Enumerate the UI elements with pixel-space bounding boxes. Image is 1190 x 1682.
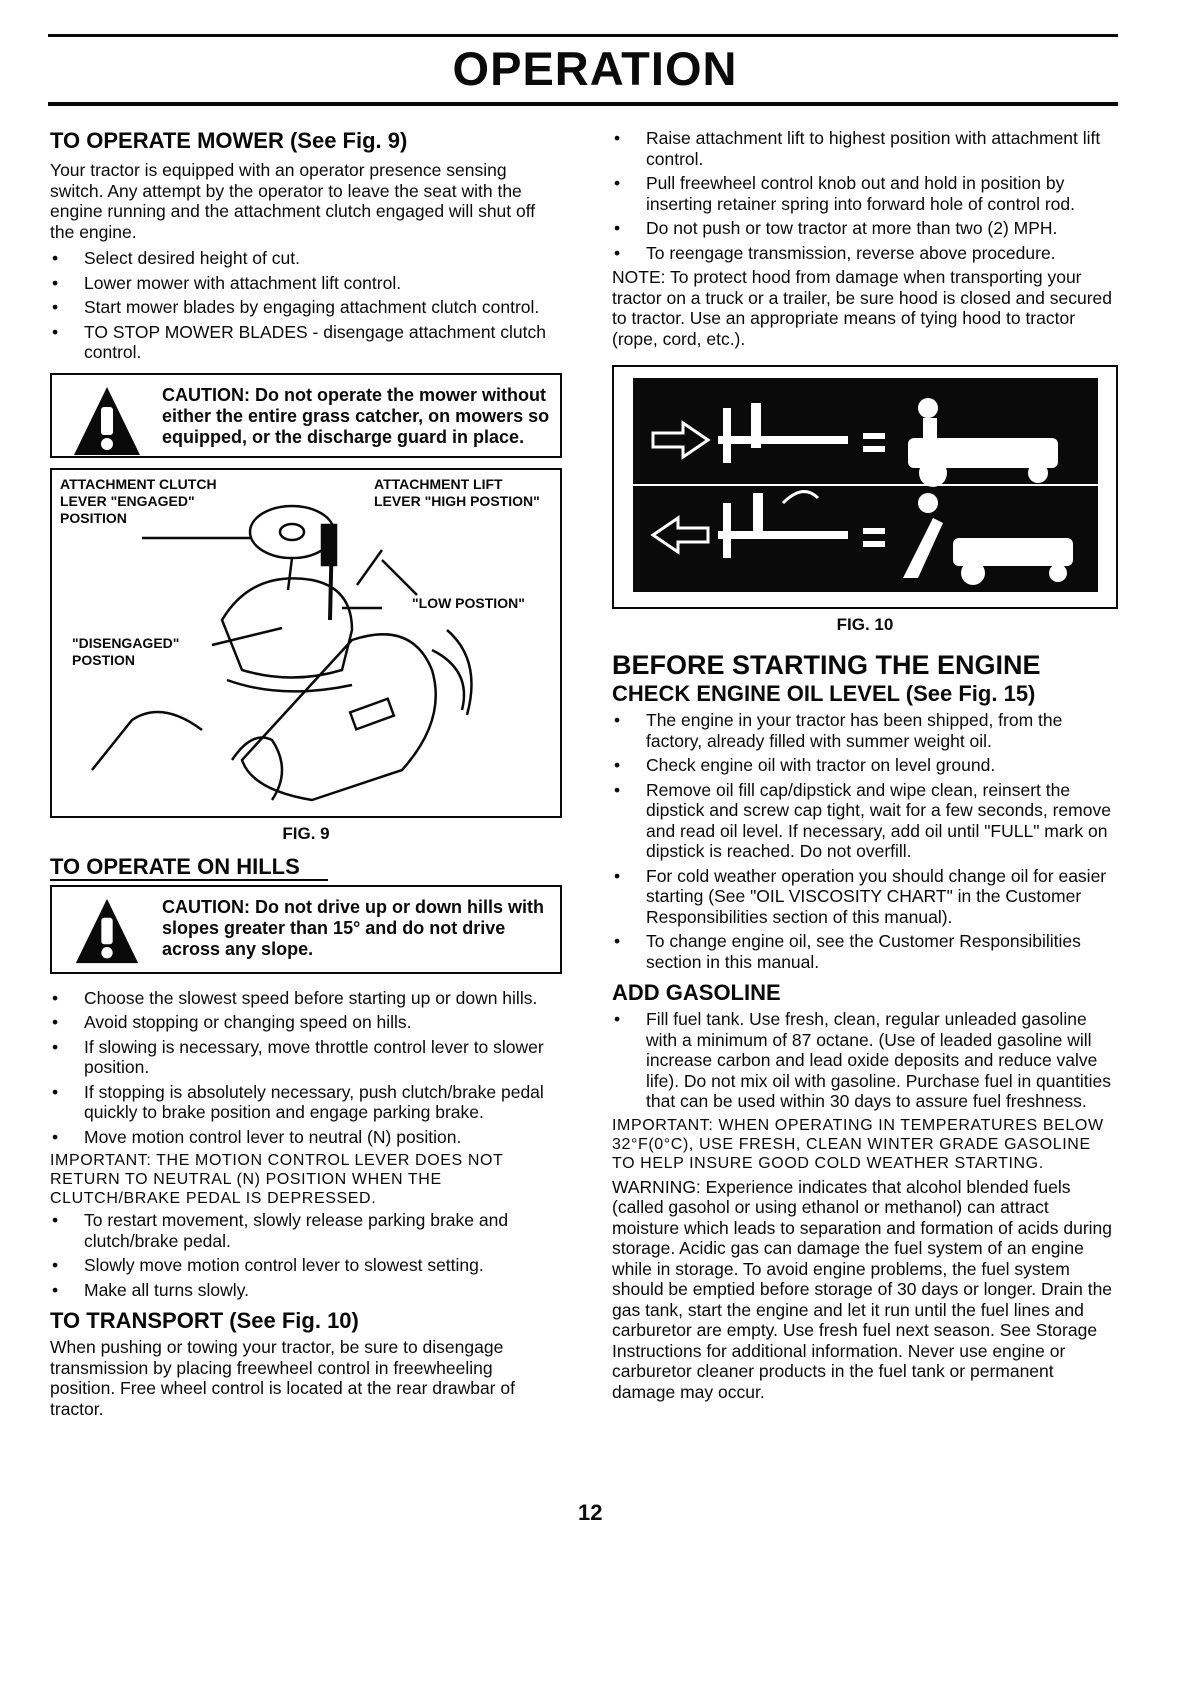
list-item: • Choose the slowest speed before starting up or down hills. <box>50 988 562 1009</box>
label-low-position: "LOW POSTION" <box>412 594 525 611</box>
list-item: • Raise attachment lift to highest position with attachment lift control. <box>612 128 1118 169</box>
list-item: • Remove oil fill cap/dipstick and wipe clean, reinsert the dipstick and screw cap tight, wait for a few seconds, remove and read oil level. If necessary, add oil until "FULL" mark on dipstick is reached. Do not overfill. <box>612 780 1118 862</box>
hills-steps <box>50 988 562 1148</box>
caution-box-mower <box>50 373 562 458</box>
list-item: • Move motion control lever to neutral (N) position. <box>50 1127 562 1148</box>
list-item: • To change engine oil, see the Customer Responsibilities section in this manual. <box>612 931 1118 972</box>
list-item: • If slowing is necessary, move throttle control lever to slower position. <box>50 1037 562 1078</box>
left-column <box>50 128 562 1419</box>
transport-text: When pushing or towing your tractor, be sure to disengage transmission by placing freewheel control in freewheeling position. Free wheel control is located at the rear drawbar of tractor. <box>50 1337 515 1419</box>
page-number: 12 <box>578 1500 603 1525</box>
label-disengaged: "DISENGAGED" POSTION <box>72 634 180 668</box>
warning-triangle-icon <box>72 897 142 965</box>
list-item: • Make all turns slowly. <box>50 1280 562 1301</box>
caution-text-hills: CAUTION: Do not drive up or down hills with slopes greater than 15° and do not drive across any slope. <box>162 896 544 959</box>
hills-steps-2 <box>50 1210 562 1300</box>
transport-steps <box>612 128 1118 263</box>
list-item: • Select desired height of cut. <box>50 248 562 269</box>
mower-intro: Your tractor is equipped with an operator presence sensing switch. Any attempt by the operator to leave the seat with the engine running and the attachment clutch engaged will shut off the engine. <box>50 160 536 242</box>
list-item: • Slowly move motion control lever to slowest setting. <box>50 1255 562 1276</box>
oil-heading: CHECK ENGINE OIL LEVEL (See Fig. 15) <box>612 681 1036 706</box>
freewheel-diagram <box>633 378 1098 592</box>
list-item: • Fill fuel tank. Use fresh, clean, regular unleaded gasoline with a minimum of 87 octane. (Use of leaded gasoline will increase carbon and lead oxide deposits and reduce valve life). Do not mix oil with gasoline. Purchase fuel in quantities that can be used within 30 days to assure fuel freshness. <box>612 1009 1118 1112</box>
list-item: • To reengage transmission, reverse above procedure. <box>612 243 1118 264</box>
gas-important: IMPORTANT: WHEN OPERATING IN TEMPERATURES BELOW 32°F(0°C), USE FRESH, CLEAN WINTER GRADE GASOLINE TO HELP INSURE GOOD COLD WEATHER STARTING. <box>612 1116 1104 1172</box>
list-item: • Check engine oil with tractor on level ground. <box>612 755 1118 776</box>
list-item: • For cold weather operation you should change oil for easier starting (See "OIL VISCOSITY CHART" in the Customer Responsibilities section of this manual). <box>612 866 1118 928</box>
fig10-caption: FIG. 10 <box>836 615 894 634</box>
list-item: • Lower mower with attachment lift control. <box>50 273 562 294</box>
fig9-caption: FIG. 9 <box>282 823 330 843</box>
page-title: OPERATION <box>452 42 738 95</box>
list-item: • Pull freewheel control knob out and hold in position by inserting retainer spring into forward hole of control rod. <box>612 173 1118 214</box>
caution-text-mower: CAUTION: Do not operate the mower without either the entire grass catcher, on mowers so equipped, or the discharge guard in place. <box>162 384 550 447</box>
title-underline <box>48 102 1118 106</box>
hills-heading: TO OPERATE ON HILLS <box>50 854 328 881</box>
list-item: • Do not push or tow tractor at more than two (2) MPH. <box>612 218 1118 239</box>
figure-10 <box>612 365 1118 609</box>
list-item: • If stopping is absolutely necessary, push clutch/brake pedal quickly to brake position and engage parking brake. <box>50 1082 562 1123</box>
transport-note: NOTE: To protect hood from damage when transporting your tractor on a truck or a trailer, be sure hood is closed and secured to tractor. Use an appropriate means of tying hood to tractor (rope, cord, etc.). <box>612 267 1112 349</box>
oil-steps <box>612 710 1118 972</box>
label-lift-high: ATTACHMENT LIFT LEVER "HIGH POSTION" <box>374 475 540 509</box>
warning-triangle-icon <box>72 385 142 457</box>
gas-heading: ADD GASOLINE <box>612 980 781 1005</box>
label-clutch-engaged: ATTACHMENT CLUTCH LEVER "ENGAGED" POSITION <box>60 475 217 526</box>
top-rule <box>48 34 1118 37</box>
hills-important: IMPORTANT: THE MOTION CONTROL LEVER DOES NOT RETURN TO NEUTRAL (N) POSITION WHEN THE CLUTCH/BRAKE PEDAL IS DEPRESSED. <box>50 1152 504 1207</box>
list-item: • Start mower blades by engaging attachment clutch control. <box>50 297 562 318</box>
transport-heading: TO TRANSPORT (See Fig. 10) <box>50 1308 359 1333</box>
gas-warning: WARNING: Experience indicates that alcohol blended fuels (called gasohol or using ethanol or methanol) can attract moisture which leads to separation and formation of acids during storage. Acidic gas can damage the fuel system of an engine while in storage. To avoid engine problems, the fuel system should be emptied before storage of 30 days or longer. Drain the gas tank, start the engine and let it run until the fuel lines and carburetor are empty. Use fresh fuel next season. See Storage Instructions for additional information. Never use engine or carburetor cleaner products in the fuel tank or permanent damage may occur. <box>612 1176 1113 1402</box>
list-item: • To restart movement, slowly release parking brake and clutch/brake pedal. <box>50 1210 562 1251</box>
list-item: • Avoid stopping or changing speed on hills. <box>50 1012 562 1033</box>
figure-9 <box>50 468 562 818</box>
list-item: • TO STOP MOWER BLADES - disengage attachment clutch control. <box>50 322 562 363</box>
mower-heading: TO OPERATE MOWER (See Fig. 9) <box>50 128 408 153</box>
list-item: • The engine in your tractor has been shipped, from the factory, already filled with summer weight oil. <box>612 710 1118 751</box>
caution-box-hills <box>50 885 562 974</box>
right-column <box>612 128 1118 1402</box>
mower-steps <box>50 248 562 363</box>
before-starting-heading: BEFORE STARTING THE ENGINE <box>612 650 1041 680</box>
gas-steps <box>612 1009 1118 1112</box>
